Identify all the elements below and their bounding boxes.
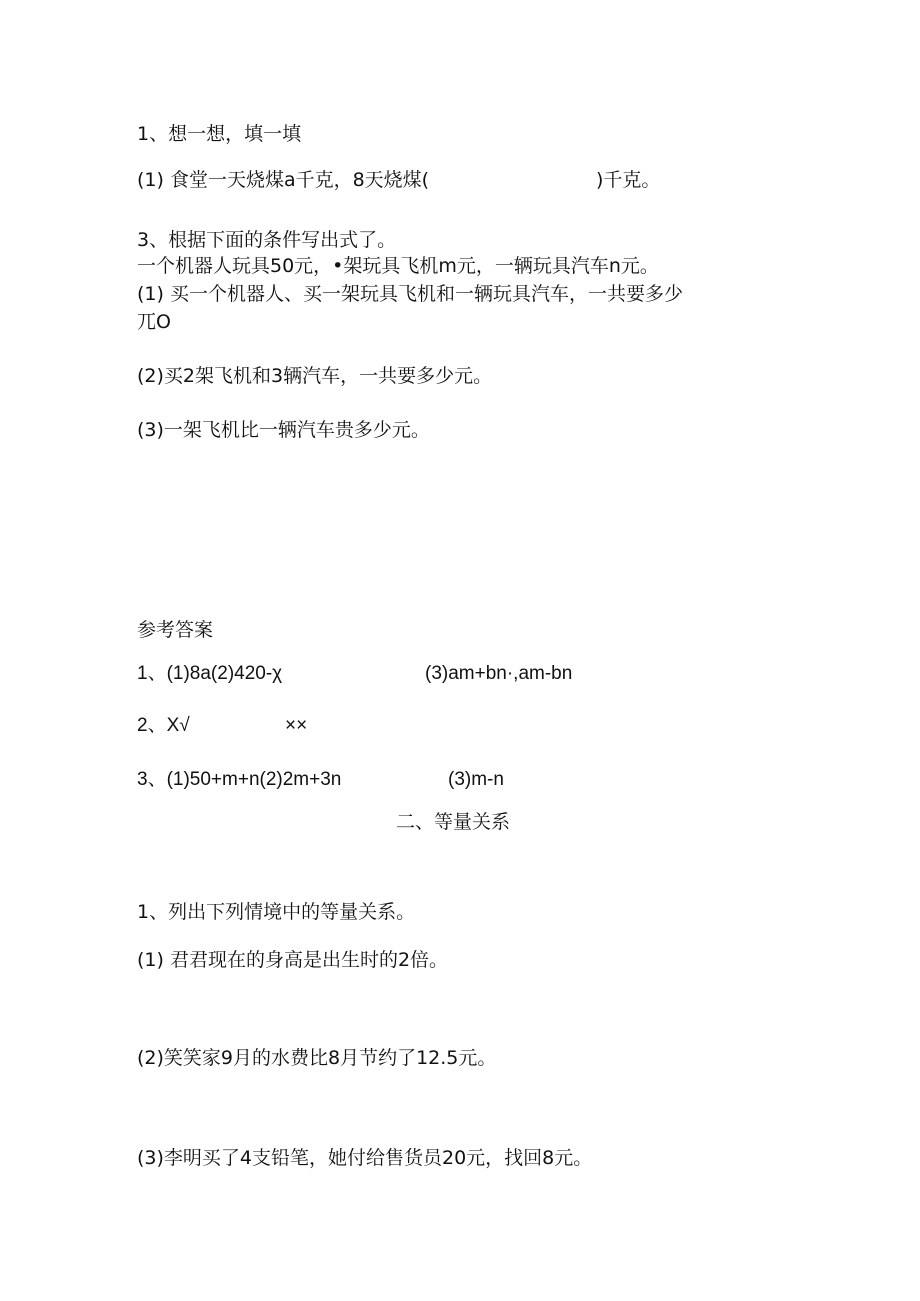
question-3-item-1-line-1: (1) 买一个机器人、买一架玩具飞机和一辆玩具汽车，一共要多少 <box>137 283 683 305</box>
question-3-heading: 3、根据下面的条件写出式了。 <box>137 229 397 251</box>
answer-2-left: 2、X√ <box>137 715 190 736</box>
question-3-item-2: (2)买2架飞机和3辆汽车，一共要多少元。 <box>137 365 493 387</box>
section-2-title: 二、等量关系 <box>396 811 511 833</box>
section-2-item-3: (3)李明买了4支铅笔，她付给售货员20元，找回8元。 <box>137 1147 593 1169</box>
section-2-item-1: (1) 君君现在的身高是出生时的2倍。 <box>137 949 449 971</box>
question-1-item-1: (1) 食堂一天烧煤a千克，8天烧煤( <box>137 169 430 191</box>
answer-3-left: 3、(1)50+m+n(2)2m+3n <box>137 769 342 790</box>
section-2-question-1-heading: 1、列出下列情境中的等量关系。 <box>137 901 416 923</box>
question-3-item-1-line-2: 兀O <box>137 311 171 333</box>
answer-2-right: ×× <box>285 715 308 736</box>
answers-heading: 参考答案 <box>137 619 214 641</box>
question-3-item-3: (3)一架飞机比一辆汽车贵多少元。 <box>137 419 430 441</box>
question-3-condition: 一个机器人玩具50元，•架玩具飞机m元，一辆玩具汽车n元。 <box>137 255 659 277</box>
answer-3-right: (3)m-n <box>448 769 504 790</box>
answer-1-right: (3)am+bn·,am-bn <box>425 663 573 684</box>
section-2-item-2: (2)笑笑家9月的水费比8月节约了12.5元。 <box>137 1047 497 1069</box>
question-1-heading: 1、想一想，填一填 <box>137 123 302 145</box>
question-1-item-1-tail: )千克。 <box>596 169 661 191</box>
answer-1-left: 1、(1)8a(2)420-χ <box>137 663 283 684</box>
